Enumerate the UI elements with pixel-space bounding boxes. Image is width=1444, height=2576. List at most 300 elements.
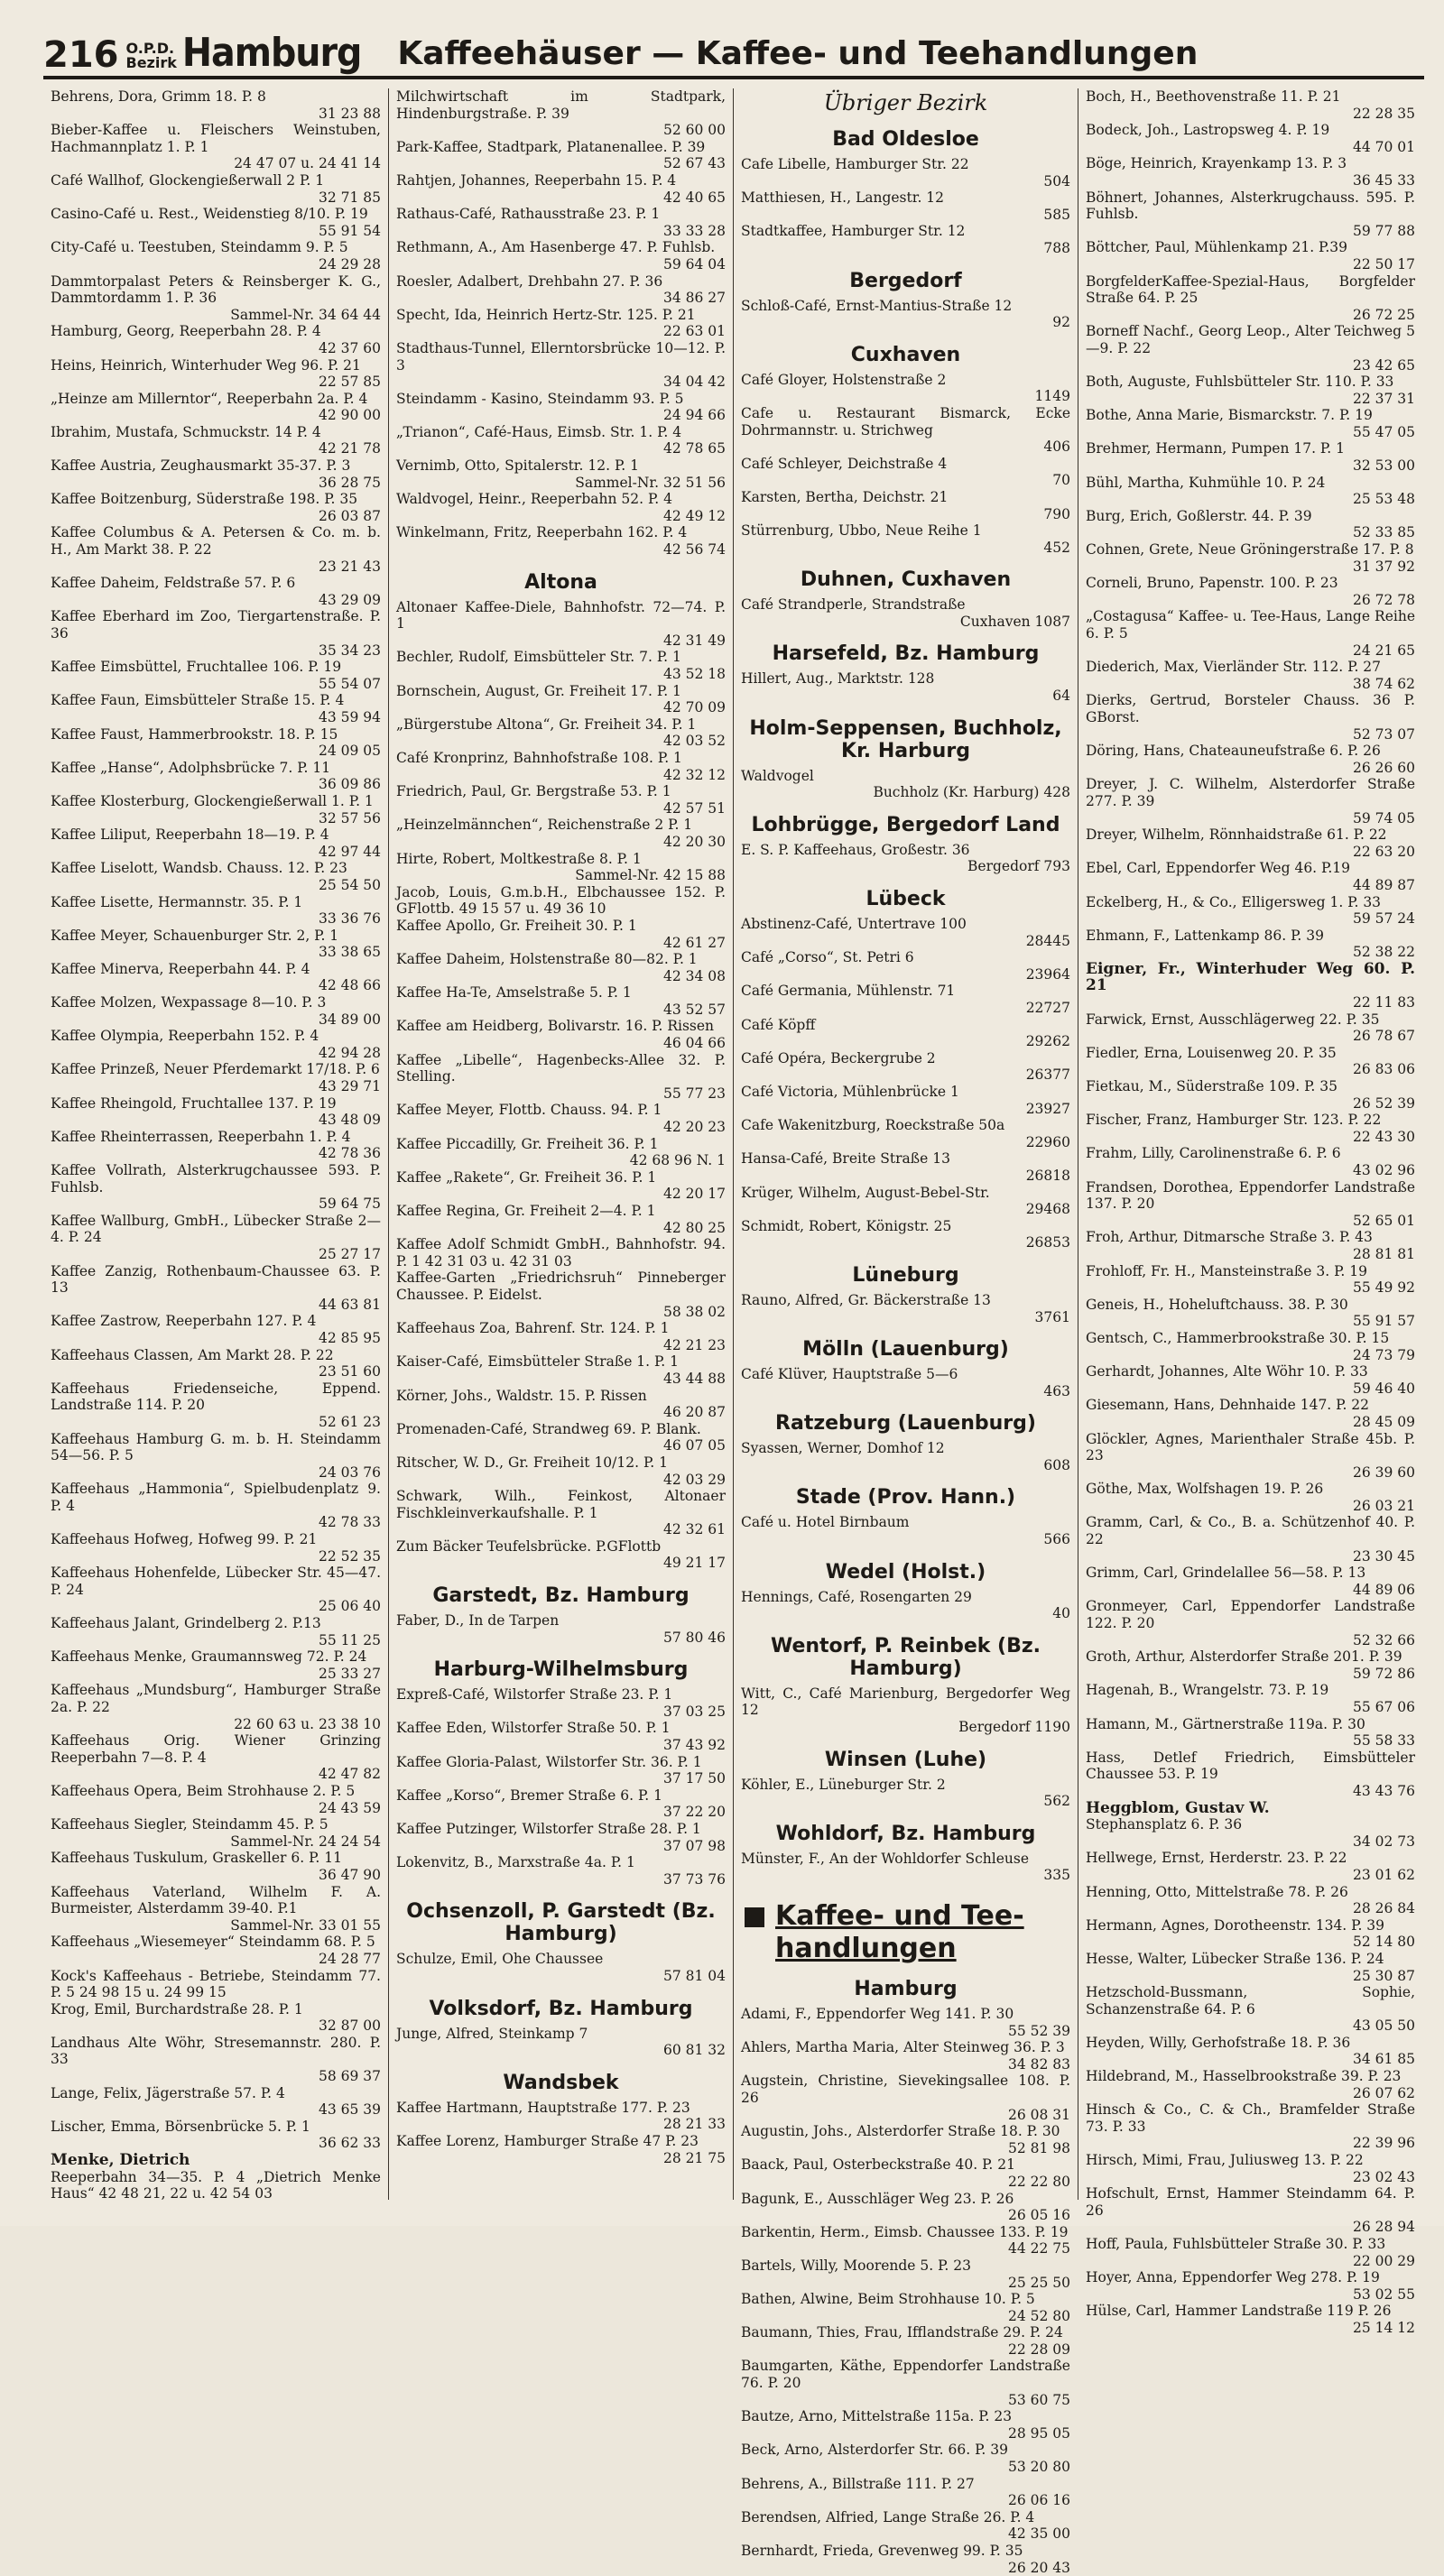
entry-text: Brehmer, Hermann, Pumpen 17. P. 1 <box>1086 440 1345 457</box>
entry-phone: 59 64 04 <box>662 255 726 272</box>
entry-phone: 26 07 62 <box>1352 2084 1415 2101</box>
list-item <box>1086 475 1415 508</box>
entry-phone: 22 57 85 <box>318 374 381 391</box>
entry-text: Kaffee Zanzig, Rothenbaum-Chaussee 63. P. 13 <box>51 1262 381 1297</box>
town-heading: Bergedorf <box>849 269 962 292</box>
entry-phone: 24 28 77 <box>318 1950 381 1967</box>
entry-text: Kaffee Daheim, Feldstraße 57. P. 6 <box>51 575 296 592</box>
list-item <box>1086 1984 1415 2035</box>
list-item <box>741 916 1070 949</box>
entry-text: Hamburg, Georg, Reeperbahn 28. P. 4 <box>51 323 321 340</box>
list-item <box>1086 1145 1415 1178</box>
list-item <box>51 692 381 725</box>
list-item <box>396 951 726 984</box>
town-heading: Ochsenzoll, P. Garstedt (Bz. Hamburg) <box>406 1900 716 1946</box>
town-heading: Garstedt, Bz. Hamburg <box>432 1584 690 1608</box>
entry-text: Schwark, Wilh., Feinkost, Altonaer Fischkleinverkaufshalle. P. 1 <box>396 1488 726 1521</box>
entry-text: Bartels, Willy, Moorende 5. P. 23 <box>741 2257 971 2274</box>
list-item <box>51 122 381 172</box>
entry-phone: 42 80 25 <box>662 1219 726 1236</box>
entry-phone: Buchholz (Kr. Harburg) 428 <box>873 784 1070 801</box>
list-item <box>1086 374 1415 407</box>
entry-text: City-Café u. Teestuben, Steindamm 9. P. 5 <box>51 239 348 256</box>
entry-phone: Bergedorf 1190 <box>958 1719 1070 1736</box>
entry-text: Beck, Arno, Alsterdorfer Str. 66. P. 39 <box>741 2442 1008 2459</box>
list-item <box>1086 1397 1415 1430</box>
entry-text: Stadtkaffee, Hamburger Str. 12 <box>741 223 966 240</box>
entry-phone: 37 17 50 <box>662 1770 726 1787</box>
entry-phone: 42 68 96 N. 1 <box>629 1152 726 1169</box>
entry-text: Diederich, Max, Vierländer Str. 112. P. 27 <box>1086 659 1382 676</box>
entry-text: Kaffee Klosterburg, Glockengießerwall 1. P. 1 <box>51 792 374 809</box>
city-name: Hamburg <box>181 30 362 76</box>
list-item <box>741 2006 1070 2039</box>
entry-phone: 28 26 84 <box>1352 1900 1415 1917</box>
list-item <box>741 1685 1070 1736</box>
list-item <box>51 1934 381 1967</box>
list-item <box>51 1162 381 1213</box>
list-item <box>51 659 381 692</box>
entry-phone: 452 <box>1043 539 1070 556</box>
list-item <box>1086 2152 1415 2185</box>
entry-phone: 22 00 29 <box>1352 2252 1415 2269</box>
entry-text: Kaffee Gloria-Palast, Wilstorfer Str. 36. P. 1 <box>396 1753 702 1770</box>
entry-text: Ibrahim, Mustafa, Schmuckstr. 14 P. 4 <box>51 423 321 440</box>
list-item <box>51 1531 381 1565</box>
entry-phone: Sammel-Nr. 34 64 44 <box>230 306 381 323</box>
list-item <box>396 1754 726 1787</box>
entry-text: Ebel, Carl, Eppendorfer Weg 46. P.19 <box>1086 860 1350 877</box>
list-item <box>51 172 381 206</box>
list-item <box>51 206 381 239</box>
entry-phone: 26 78 67 <box>1352 1028 1415 1045</box>
entry-text: Kaiser-Café, Eimsbütteler Straße 1. P. 1 <box>396 1353 680 1371</box>
entry-text: Hoff, Paula, Fuhlsbütteler Straße 30. P. 33 <box>1086 2236 1386 2252</box>
list-item <box>396 307 726 340</box>
list-item <box>741 522 1070 556</box>
entry-phone: 42 61 27 <box>662 934 726 951</box>
entry-text: Hennings, Café, Rosengarten 29 <box>741 1588 972 1605</box>
entry-phone: 42 78 33 <box>318 1514 381 1531</box>
entry-phone: 25 27 17 <box>318 1245 381 1262</box>
entry-phone: 25 54 50 <box>318 876 381 893</box>
entry-text: Expreß-Café, Wilstorfer Straße 23. P. 1 <box>396 1686 673 1703</box>
entry-phone: 26 39 60 <box>1352 1463 1415 1481</box>
entry-text: E. S. P. Kaffeehaus, Großestr. 36 <box>741 841 970 858</box>
section-heading <box>741 1900 1070 1965</box>
entry-text: Dreyer, Wilhelm, Rönnhaidstraße 61. P. 22 <box>1086 826 1387 844</box>
town-heading: Wohldorf, Bz. Hamburg <box>775 1822 1036 1845</box>
entry-text: Heggblom, Gustav W. <box>1086 1798 1270 1817</box>
entry-phone: 52 65 01 <box>1352 1212 1415 1229</box>
entry-text: Kaffee Eberhard im Zoo, Tiergartenstraße. P. 36 <box>51 608 381 642</box>
entry-text: Frandsen, Dorothea, Eppendorfer Landstraße 137. P. 20 <box>1086 1178 1415 1213</box>
entry-text: Reeperbahn 34—35. P. 4 „Dietrich Menke Haus“ 42 48 21, 22 u. 42 54 03 <box>51 2168 381 2202</box>
entry-phone: 43 65 39 <box>318 2101 381 2119</box>
list-item <box>741 298 1070 331</box>
entry-text: Café Victoria, Mühlenbrücke 1 <box>741 1083 959 1100</box>
entry-text: Café Strandperle, Strandstraße <box>741 596 966 614</box>
entry-phone: 35 34 23 <box>318 642 381 659</box>
list-item <box>741 1017 1070 1050</box>
entry-text: Rethmann, A., Am Hasenberge 47. P. Fuhlsb. <box>396 239 716 256</box>
entry-text: Cafe Libelle, Hamburger Str. 22 <box>741 156 969 172</box>
entry-phone: 26 03 21 <box>1352 1497 1415 1514</box>
list-item <box>396 491 726 524</box>
list-item <box>51 457 381 491</box>
entry-phone: 59 72 86 <box>1352 1665 1415 1682</box>
entry-text: Junge, Alfred, Steinkamp 7 <box>396 2025 588 2042</box>
list-item <box>51 1129 381 1162</box>
entry-phone: 608 <box>1043 1456 1070 1473</box>
entry-text: Behrens, Dora, Grimm 18. P. 8 <box>51 88 266 105</box>
entry-phone: 55 58 33 <box>1352 1732 1415 1750</box>
list-item <box>1086 508 1415 541</box>
list-item <box>51 2152 381 2169</box>
list-item <box>51 2119 381 2152</box>
entry-text: Kaffee Lorenz, Hamburger Straße 47 P. 23 <box>396 2132 699 2149</box>
entry-text: Rahtjen, Johannes, Reeperbahn 15. P. 4 <box>396 171 677 189</box>
entry-phone: 28 95 05 <box>1007 2424 1070 2442</box>
entry-phone: 58 69 37 <box>318 2068 381 2085</box>
entry-text: Kaffee Minerva, Reeperbahn 44. P. 4 <box>51 960 310 977</box>
entry-phone: 25 14 12 <box>1352 2319 1415 2336</box>
entry-phone: 42 70 09 <box>662 699 726 716</box>
list-item <box>396 172 726 206</box>
entry-phone: 46 04 66 <box>662 1035 726 1052</box>
list-item <box>51 961 381 994</box>
entry-phone: 406 <box>1043 439 1070 456</box>
entry-text: Stadthaus-Tunnel, Ellerntorsbrücke 10—12. P. 3 <box>396 339 726 374</box>
entry-text: Hülse, Carl, Hammer Landstraße 119 P. 26 <box>1086 2303 1392 2320</box>
entry-phone: 42 97 44 <box>318 843 381 860</box>
town-heading: Mölln (Lauenburg) <box>802 1338 1009 1362</box>
entry-phone: 55 91 57 <box>1352 1313 1415 1330</box>
entry-phone: 25 25 50 <box>1007 2274 1070 2291</box>
entry-text: Zum Bäcker Teufelsbrücke. P.GFlottb <box>396 1537 662 1555</box>
list-item <box>1086 1078 1415 1112</box>
list-item <box>51 239 381 272</box>
entry-text: Heyden, Willy, Gerhofstraße 18. P. 36 <box>1086 2034 1351 2051</box>
list-item <box>51 760 381 793</box>
list-item <box>396 783 726 817</box>
town-heading: Lüneburg <box>852 1263 959 1287</box>
entry-text: Café u. Hotel Birnbaum <box>741 1514 910 1531</box>
entry-phone: 53 60 75 <box>1007 2391 1070 2408</box>
entry-text: Gronmeyer, Carl, Eppendorfer Landstraße 122. P. 20 <box>1086 1598 1415 1632</box>
entry-phone: 566 <box>1043 1531 1070 1548</box>
entry-phone: 36 47 90 <box>318 1866 381 1883</box>
list-item <box>51 357 381 391</box>
opd-label: O.P.D. <box>125 40 175 57</box>
entry-text: Hamann, M., Gärtnerstraße 119a. P. 30 <box>1086 1715 1365 1732</box>
entry-text: Eigner, Fr., Winterhuder Weg 60. P. 21 <box>1086 959 1415 995</box>
entry-text: Café Wallhof, Glockengießerwall 2 P. 1 <box>51 171 325 189</box>
page-title: Kaffeehäuser — Kaffee- und Teehandlungen <box>397 35 1199 72</box>
entry-phone: 42 03 52 <box>662 733 726 750</box>
list-item <box>1086 189 1415 240</box>
list-item <box>1086 1229 1415 1262</box>
entry-phone: 42 57 51 <box>662 799 726 817</box>
entry-text: Kaffee Zastrow, Reeperbahn 127. P. 4 <box>51 1313 317 1330</box>
entry-text: Kaffee Wallburg, GmbH., Lübecker Straße 2—4. P. 24 <box>51 1212 381 1246</box>
entry-text: Kaffeehaus Classen, Am Markt 28. P. 22 <box>51 1346 334 1363</box>
entry-phone: 22 63 01 <box>662 323 726 340</box>
entry-text: Promenaden-Café, Strandweg 69. P. Blank. <box>396 1420 701 1437</box>
entry-phone: 46 20 87 <box>662 1404 726 1421</box>
entry-phone: 23927 <box>1025 1100 1070 1117</box>
entry-phone: 42 94 28 <box>318 1044 381 1061</box>
entry-text: Kaffeehaus Siegler, Steindamm 45. P. 5 <box>51 1816 329 1833</box>
list-item <box>741 2039 1070 2073</box>
list-item <box>1086 1514 1415 1565</box>
entry-phone: 25 53 48 <box>1352 491 1415 508</box>
entry-text: Kaffee Ha-Te, Amselstraße 5. P. 1 <box>396 984 632 1002</box>
entry-phone: 43 29 71 <box>318 1078 381 1095</box>
list-item <box>51 1783 381 1816</box>
entry-phone: 23 42 65 <box>1352 356 1415 374</box>
entry-phone: 26 05 16 <box>1007 2207 1070 2224</box>
entry-phone: 44 63 81 <box>318 1296 381 1313</box>
list-item <box>396 1102 726 1135</box>
list-item <box>51 1380 381 1431</box>
entry-text: Cohnen, Grete, Neue Gröningerstraße 17. P. 8 <box>1086 541 1414 559</box>
entry-phone: 26 03 87 <box>318 507 381 524</box>
entry-text: Gerhardt, Johannes, Alte Wöhr 10. P. 33 <box>1086 1363 1368 1380</box>
list-item <box>1086 692 1415 743</box>
entry-phone: 55 11 25 <box>318 1631 381 1648</box>
entry-text: Altonaer Kaffee-Diele, Bahnhofstr. 72—74. P. 1 <box>396 598 726 632</box>
entry-text: Hermann, Agnes, Dorotheenstr. 134. P. 39 <box>1086 1916 1385 1934</box>
entry-phone: 22 52 35 <box>318 1547 381 1565</box>
list-item <box>1086 2035 1415 2068</box>
entry-text: Kaffee „Rakete“, Gr. Freiheit 36. P. 1 <box>396 1168 657 1186</box>
town-heading: Altona <box>524 570 597 594</box>
entry-text: Augstein, Christine, Sievekingsallee 108. P. 26 <box>741 2073 1070 2106</box>
entry-text: Gentsch, C., Hammerbrookstraße 30. P. 15 <box>1086 1329 1390 1346</box>
entry-text: Jacob, Louis, G.m.b.H., Elbchaussee 152. P. GFlottb. 49 15 57 u. 49 36 10 <box>396 883 726 918</box>
list-item <box>51 793 381 826</box>
entry-phone: 52 38 22 <box>1352 944 1415 961</box>
list-item <box>1086 1263 1415 1297</box>
entry-text: Kaffee Apollo, Gr. Freiheit 30. P. 1 <box>396 917 637 934</box>
entry-text: Giesemann, Hans, Dehnhaide 147. P. 22 <box>1086 1397 1370 1414</box>
entry-text: Gramm, Carl, & Co., B. a. Schützenhof 40. P. 22 <box>1086 1514 1415 1548</box>
entry-text: Hellwege, Ernst, Herderstr. 23. P. 22 <box>1086 1850 1347 1867</box>
entry-text: Dreyer, J. C. Wilhelm, Alsterdorfer Straße 277. P. 39 <box>1086 776 1415 809</box>
list-item <box>1086 273 1415 324</box>
list-item <box>741 949 1070 983</box>
list-item <box>51 1263 381 1314</box>
entry-phone: 335 <box>1043 1867 1070 1884</box>
entry-phone: 22960 <box>1025 1133 1070 1150</box>
entry-phone: 24 94 66 <box>662 407 726 424</box>
list-item <box>51 1968 381 2001</box>
entry-text: Hirsch, Mimi, Frau, Juliusweg 13. P. 22 <box>1086 2152 1364 2169</box>
list-item <box>741 372 1070 405</box>
entry-text: Kaffee Liselott, Wandsb. Chauss. 12. P. 23 <box>51 860 347 877</box>
list-item <box>51 1431 381 1482</box>
list-item <box>51 1884 381 1934</box>
entry-phone: 36 28 75 <box>318 474 381 491</box>
entry-text: „Bürgerstube Altona“, Gr. Freiheit 34. P. 1 <box>396 716 697 733</box>
entry-phone: 26 83 06 <box>1352 1061 1415 1078</box>
entry-phone: 22 63 20 <box>1352 843 1415 860</box>
entry-phone: 25 30 87 <box>1352 1967 1415 1984</box>
entry-text: Borneff Nachf., Georg Leop., Alter Teichweg 5—9. P. 22 <box>1086 323 1415 356</box>
entry-text: Kaffeehaus Hohenfelde, Lübecker Str. 45—47. P. 24 <box>51 1565 381 1598</box>
list-item <box>741 842 1070 875</box>
list-item <box>1086 407 1415 440</box>
entry-text: Schulze, Emil, Ohe Chaussee <box>396 1951 604 1968</box>
entry-phone: 42 32 12 <box>662 766 726 783</box>
list-item <box>1086 894 1415 928</box>
section-square-marker <box>745 1907 764 1927</box>
entry-text: Schloß-Café, Ernst-Mantius-Straße 12 <box>741 297 1013 314</box>
town-heading: Winsen (Luhe) <box>824 1748 987 1771</box>
list-item <box>1086 1112 1415 1145</box>
entry-text: Dammtorpalast Peters & Reinsberger K. G., Dammtordamm 1. P. 36 <box>51 272 381 307</box>
list-item <box>51 2169 381 2202</box>
list-item <box>1086 1816 1415 1850</box>
page-header <box>43 18 1424 79</box>
entry-text: Kaffee Liliput, Reeperbahn 18—19. P. 4 <box>51 826 329 844</box>
list-item <box>741 223 1070 256</box>
entry-text: Krog, Emil, Burchardstraße 28. P. 1 <box>51 2000 303 2017</box>
entry-phone: 32 57 56 <box>318 809 381 826</box>
entry-phone: 26 52 39 <box>1352 1094 1415 1112</box>
list-item <box>1086 1884 1415 1917</box>
list-item <box>741 2224 1070 2257</box>
list-item <box>741 2476 1070 2509</box>
list-item <box>51 1732 381 1783</box>
entry-phone: 31 23 88 <box>318 105 381 122</box>
entry-phone: 42 35 00 <box>1007 2525 1070 2543</box>
entry-text: Kaffee Eden, Wilstorfer Straße 50. P. 1 <box>396 1720 671 1737</box>
list-item <box>51 1028 381 1061</box>
list-item <box>51 1816 381 1850</box>
list-item <box>396 1612 726 1646</box>
entry-phone: 32 53 00 <box>1352 457 1415 475</box>
entry-phone: 34 86 27 <box>662 290 726 307</box>
list-item <box>1086 1648 1415 1682</box>
list-item <box>396 2133 726 2166</box>
list-item <box>1086 1045 1415 1078</box>
list-item <box>1086 1850 1415 1883</box>
entry-text: Kaffee Faun, Eimsbütteler Straße 15. P. 4 <box>51 692 345 709</box>
entry-text: Hofschult, Ernst, Hammer Steindamm 64. P. 26 <box>1086 2185 1415 2219</box>
list-item <box>51 1615 381 1648</box>
list-item <box>396 1169 726 1203</box>
entry-text: Friedrich, Paul, Gr. Bergstraße 53. P. 1 <box>396 783 671 800</box>
entry-phone: 42 49 12 <box>662 507 726 524</box>
entry-text: Frohloff, Fr. H., Mansteinstraße 3. P. 19 <box>1086 1262 1367 1279</box>
list-item <box>396 1052 726 1103</box>
entry-text: Kaffee Adolf Schmidt GmbH., Bahnhofstr. 94. P. 1 42 31 03 u. 42 31 03 <box>396 1236 726 1270</box>
entry-phone: 44 89 87 <box>1352 876 1415 893</box>
entry-text: Augustin, Johs., Alsterdorfer Straße 18. P. 30 <box>741 2123 1060 2140</box>
entry-text: Heins, Heinrich, Winterhuder Weg 96. P. 21 <box>51 356 361 374</box>
list-item <box>396 1854 726 1888</box>
list-item <box>396 649 726 682</box>
entry-phone: 28445 <box>1025 932 1070 949</box>
list-item <box>51 1061 381 1094</box>
entry-text: Winkelmann, Fritz, Reeperbahn 162. P. 4 <box>396 524 688 541</box>
entry-phone: 24 47 07 u. 24 41 14 <box>234 155 381 172</box>
list-item <box>51 1565 381 1615</box>
list-item <box>741 1440 1070 1473</box>
entry-text: Döring, Hans, Chateauneufstraße 6. P. 26 <box>1086 743 1381 760</box>
entry-phone: 23 51 60 <box>318 1363 381 1380</box>
entry-phone: 38 74 62 <box>1352 675 1415 692</box>
list-item <box>396 817 726 850</box>
entry-text: Café Gloyer, Holstenstraße 2 <box>741 371 947 388</box>
entry-phone: 49 21 17 <box>662 1555 726 1572</box>
entry-phone: 60 81 32 <box>662 2042 726 2059</box>
entry-text: Steindamm - Kasino, Steindamm 93. P. 5 <box>396 390 684 407</box>
entry-text: Bornschein, August, Gr. Freiheit 17. P. 1 <box>396 682 681 699</box>
entry-text: Henning, Otto, Mittelstraße 78. P. 26 <box>1086 1883 1348 1900</box>
entry-phone: 37 43 92 <box>662 1737 726 1754</box>
list-item <box>741 2442 1070 2475</box>
entry-text: Kaffeehaus Orig. Wiener Grinzing Reeperbahn 7—8. P. 4 <box>51 1732 381 1766</box>
list-item <box>51 860 381 893</box>
list-item <box>51 1347 381 1380</box>
list-item <box>741 1777 1070 1810</box>
entry-phone: 53 20 80 <box>1007 2459 1070 2476</box>
list-item <box>741 2358 1070 2408</box>
entry-phone: 34 82 83 <box>1007 2055 1070 2073</box>
entry-text: Kaffee Rheingold, Fruchtallee 137. P. 19 <box>51 1094 337 1112</box>
entry-phone: 58 38 02 <box>662 1303 726 1320</box>
entry-phone: 42 48 66 <box>318 977 381 994</box>
entry-text: Eckelberg, H., & Co., Elligersweg 1. P. 33 <box>1086 893 1382 910</box>
list-item <box>396 750 726 783</box>
list-item <box>396 984 726 1018</box>
list-item <box>741 768 1070 801</box>
list-item <box>396 1686 726 1720</box>
entry-text: Kaffeehaus Menke, Graumannsweg 72. P. 24 <box>51 1648 367 1666</box>
entry-text: Baumann, Thies, Frau, Ifflandstraße 29. P. 24 <box>741 2324 1063 2341</box>
entry-text: Kaffee Hartmann, Hauptstraße 177. P. 23 <box>396 2099 690 2116</box>
list-item <box>741 405 1070 456</box>
list-item <box>1086 659 1415 692</box>
list-item <box>1086 1363 1415 1397</box>
entry-phone: 44 70 01 <box>1352 138 1415 155</box>
entry-phone: 34 61 85 <box>1352 2051 1415 2068</box>
list-item <box>396 1388 726 1421</box>
list-item <box>741 1050 1070 1084</box>
entry-phone: 37 22 20 <box>662 1804 726 1821</box>
entry-text: Lokenvitz, B., Marxstraße 4a. P. 1 <box>396 1854 635 1871</box>
entry-text: Café Opéra, Beckergrube 2 <box>741 1049 936 1066</box>
entry-phone: 59 64 75 <box>318 1196 381 1213</box>
entry-phone: 22 37 31 <box>1352 390 1415 407</box>
entry-phone: 23 02 43 <box>1352 2168 1415 2185</box>
list-item <box>1086 743 1415 776</box>
entry-phone: 22727 <box>1025 1000 1070 1016</box>
section-title-line: Kaffee- und Tee- <box>775 1900 1024 1932</box>
entry-phone: 24 03 76 <box>318 1463 381 1481</box>
entry-phone: 26 26 60 <box>1352 759 1415 776</box>
entry-text: Café Germania, Mühlenstr. 71 <box>741 983 956 1000</box>
entry-text: Landhaus Alte Wöhr, Stresemannstr. 280. P. 33 <box>51 2034 381 2068</box>
list-item <box>1086 826 1415 860</box>
entry-text: Geneis, H., Hoheluftchauss. 38. P. 30 <box>1086 1296 1348 1313</box>
entry-text: Hesse, Walter, Lübecker Straße 136. P. 24 <box>1086 1950 1384 1967</box>
entry-text: Kaffee Boitzenburg, Süderstraße 198. P. 35 <box>51 491 358 508</box>
list-item <box>396 1488 726 1538</box>
